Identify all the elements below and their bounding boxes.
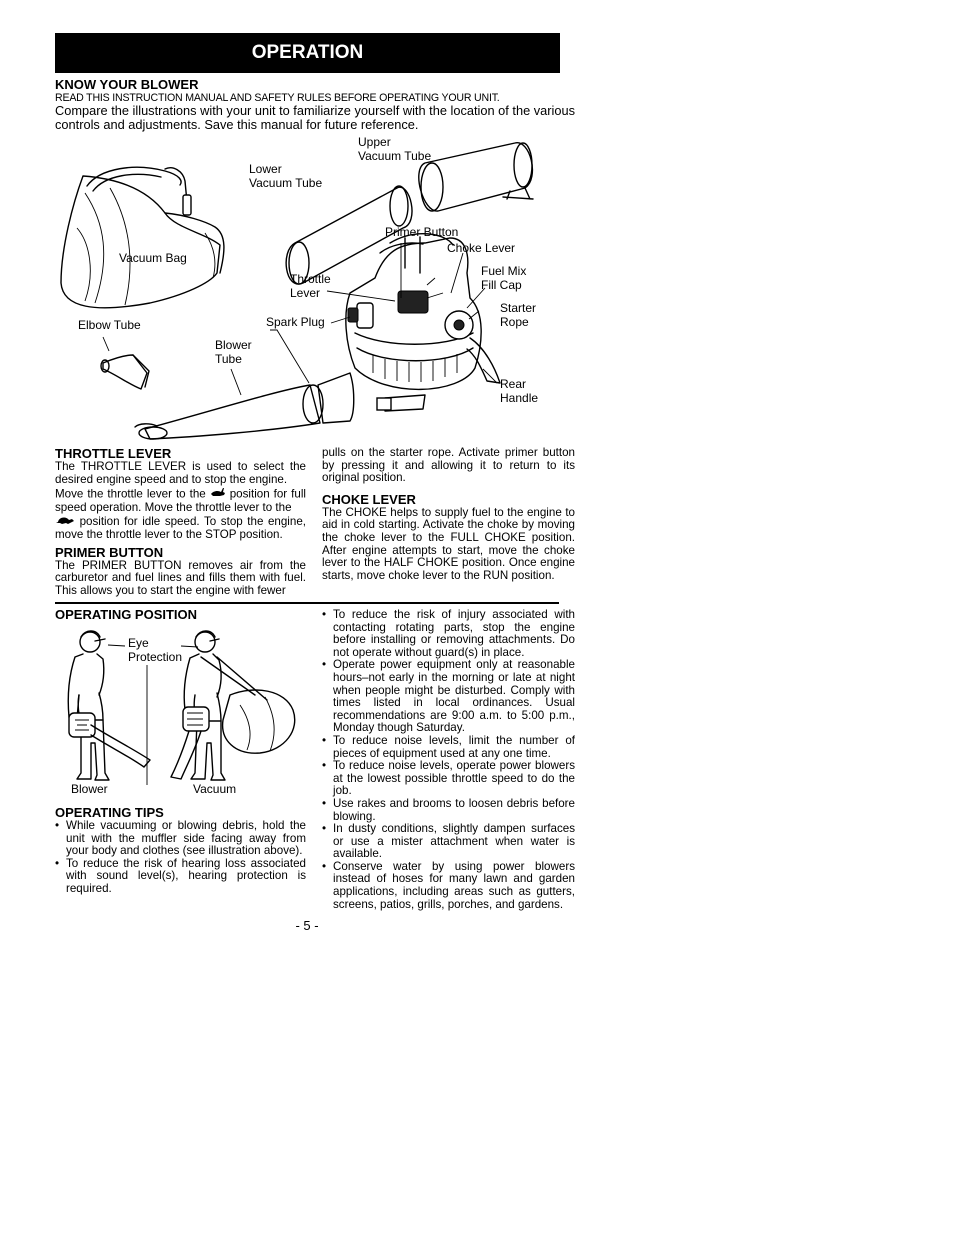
label-blower: Blower bbox=[71, 782, 108, 796]
tips-heading: OPERATING TIPS bbox=[55, 805, 164, 820]
blower-tube-drawing bbox=[135, 373, 354, 439]
elbow-tube-drawing bbox=[101, 355, 149, 389]
choke-p1: The CHOKE helps to supply fuel to the engine to aid in cold starting. Activate the choke by moving the choke lever to the FULL CHOKE position. After engine attempts to start, move the choke lever to the HALF CHOKE position. Once engine starts, move choke lever to the RUN position. bbox=[322, 505, 575, 582]
list-item: • Operate power equipment only at reasonable hours–not early in the morning or late at night when people might be disturbed. Comply with times listed in local ordinances. Usual recommendations are 9:00 a.m. to 5:00 p.m., Monday though Saturday. bbox=[322, 659, 575, 735]
list-item: • Use rakes and brooms to loosen debris before blowing. bbox=[322, 798, 575, 823]
know-caps-line: READ THIS INSTRUCTION MANUAL AND SAFETY RULES BEFORE OPERATING YOUR UNIT. bbox=[55, 92, 500, 104]
label-choke-lever: Choke Lever bbox=[447, 241, 516, 255]
label-starter-rope: Starter Rope bbox=[500, 301, 537, 329]
list-item: • Conserve water by using power blowers instead of hoses for many lawn and garden applications, including areas such as gutters, screens, patios, grills, porches, and gardens. bbox=[322, 861, 575, 911]
list-item: • In dusty conditions, slightly dampen surfaces or use a mister attachment when water is available. bbox=[322, 823, 575, 861]
label-vacuum-bag: Vacuum Bag bbox=[119, 251, 187, 265]
operating-tips-section bbox=[55, 805, 306, 896]
know-your-blower-section bbox=[55, 77, 575, 132]
section-divider bbox=[55, 602, 559, 604]
throttle-heading: THROTTLE LEVER bbox=[55, 446, 172, 461]
know-heading: KNOW YOUR BLOWER bbox=[55, 77, 199, 92]
label-upper-vacuum-tube: Upper Vacuum Tube bbox=[358, 135, 432, 163]
choke-heading: CHOKE LEVER bbox=[322, 491, 416, 507]
tips-list-left bbox=[55, 820, 306, 896]
list-item: • To reduce the risk of hearing loss associated with sound level(s), hearing protection is required. bbox=[55, 858, 306, 896]
list-item: • To reduce noise levels, limit the number of pieces of equipment used at any one time. bbox=[322, 735, 575, 760]
know-body: Compare the illustrations with your unit to familiarize yourself with the location of the various controls and adjustments. Save this manual for future reference. bbox=[55, 103, 575, 132]
primer-heading: PRIMER BUTTON bbox=[55, 544, 164, 560]
engine-housing-drawing bbox=[346, 234, 500, 411]
page-number: - 5 - bbox=[295, 918, 319, 933]
label-fuel-cap: Fuel Mix Fill Cap bbox=[481, 264, 527, 292]
blower-diagram bbox=[55, 133, 560, 443]
label-spark-plug: Spark Plug bbox=[266, 315, 325, 329]
throttle-p1: The THROTTLE LEVER is used to select the desired engine speed and to stop the engine. bbox=[55, 460, 306, 486]
primer-p2: pulls on the starter rope. Activate primer button by pressing it and allowing it to return to its original position. bbox=[322, 446, 575, 485]
operating-position-section bbox=[55, 607, 306, 622]
label-eye-protection: Eye Protection bbox=[128, 636, 183, 664]
operating-tips-right-column bbox=[322, 609, 575, 911]
label-blower-tube: Blower Tube bbox=[215, 338, 252, 366]
label-throttle-lever: Throttle Lever bbox=[290, 272, 331, 300]
list-item: • To reduce the risk of injury associated with contacting rotating parts, stop the engine before installing or removing attachments. Do not operate without guard(s) in place. bbox=[322, 609, 575, 659]
primer-p1: The PRIMER BUTTON removes air from the carburetor and fuel lines and fills them with fuel. This allows you to start the engine with fewer bbox=[55, 558, 306, 597]
section-title-bar bbox=[55, 33, 560, 73]
list-item: • To reduce noise levels, operate power blowers at the lowest possible throttle speed to do the job. bbox=[322, 760, 575, 798]
section-title: OPERATION bbox=[251, 42, 364, 63]
list-item: • While vacuuming or blowing debris, hold the unit with the muffler side facing away from your body and clothes (see illustration above). bbox=[55, 820, 306, 858]
controls-left-column bbox=[55, 446, 306, 597]
label-lower-vacuum-tube: Lower Vacuum Tube bbox=[249, 162, 323, 190]
upper-vacuum-tube-drawing bbox=[419, 143, 533, 211]
vacuum-bag-drawing bbox=[61, 167, 224, 308]
rabbit-icon bbox=[210, 487, 226, 502]
turtle-icon bbox=[55, 515, 75, 529]
vacuum-operator-drawing bbox=[171, 631, 295, 780]
throttle-p2: Move the throttle lever to the position for full speed operation. Move the throttle lever to the bbox=[55, 487, 306, 514]
label-primer-button: Primer Button bbox=[385, 225, 459, 239]
label-rear-handle: Rear Handle bbox=[500, 377, 539, 405]
operating-position-figure bbox=[55, 625, 306, 800]
label-vacuum: Vacuum bbox=[193, 782, 237, 796]
tips-list-right bbox=[322, 609, 575, 911]
throttle-p3: position for idle speed. To stop the engine, move the throttle lever to the STOP position. bbox=[55, 515, 306, 541]
position-heading: OPERATING POSITION bbox=[55, 607, 198, 622]
label-elbow-tube: Elbow Tube bbox=[78, 318, 141, 332]
controls-right-column bbox=[322, 447, 575, 582]
